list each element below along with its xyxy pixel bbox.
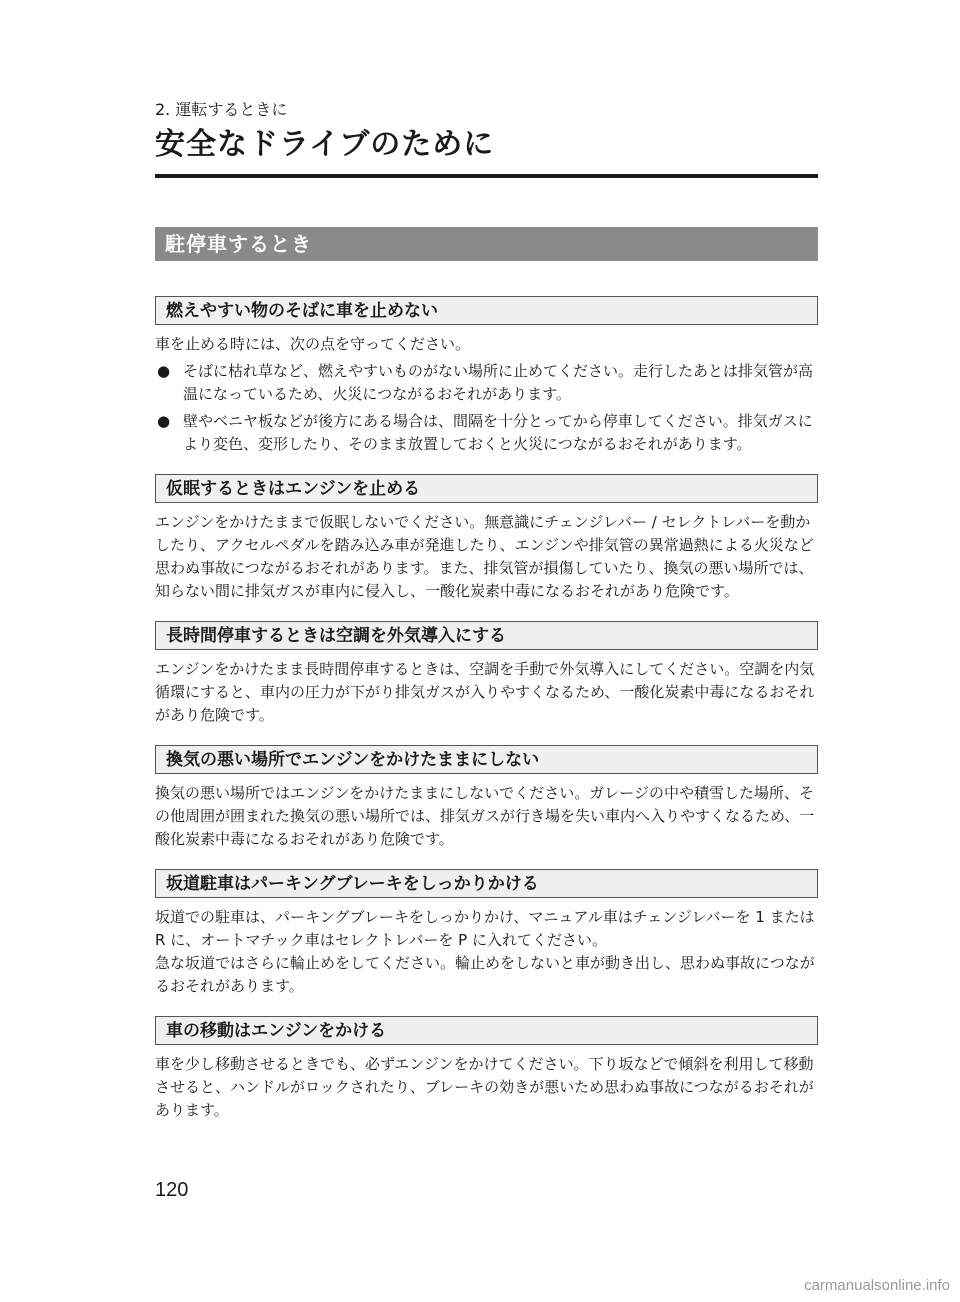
bullet-text: そばに枯れ草など、燃えやすいものがない場所に止めてください。走行したあとは排気管が高温になっているため、火災につながるおそれがあります。 [183,362,814,403]
subsection-text: エンジンをかけたまま長時間停車するときは、空調を手動で外気導入にしてください。空調を内気循環にすると、車内の圧力が下がり排気ガスが入りやすくなるため、一酸化炭素中毒になるおそれがあり危険です。 [155,660,815,724]
subsection-text: 坂道での駐車は、パーキングブレーキをしっかりかけ、マニュアル車はチェンジレバーを 1 または R に、オートマチック車はセレクトレバーを P に入れてください。 [155,908,815,949]
bullet-item [155,360,818,406]
bullet-item [155,410,818,456]
subsection-heading-poor-ventilation: 換気の悪い場所でエンジンをかけたままにしない [155,745,818,774]
bullet-text: 壁やベニヤ板などが後方にある場合は、間隔を十分とってから停車してください。排気ガスにより変色、変形したり、そのまま放置しておくと火災につながるおそれがあります。 [183,412,813,453]
watermark-text: carmanualsonline.info [804,1277,950,1294]
subsection-heading-moving-car: 車の移動はエンジンをかける [155,1016,818,1045]
chapter-label: 2. 運転するときに [155,100,288,119]
manual-page [155,100,818,1122]
subsection-heading-slope-parking: 坂道駐車はパーキングブレーキをしっかりかける [155,869,818,898]
subsection-text: エンジンをかけたままで仮眠しないでください。無意識にチェンジレバー / セレクトレバーを動かしたり、アクセルペダルを踏み込み車が発進したり、エンジンや排気管の異常過熱による火災など思わぬ事故につながるおそれがあります。また、排気管が損傷していたり、換気の悪い場所では、知らない間に排気ガスが車内に侵入し、一酸化炭素中毒になるおそれがあり危険です。 [155,513,814,600]
bullet-dot-icon: ● [157,362,171,380]
subsection-text-secondary: 急な坂道ではさらに輪止めをしてください。輪止めをしないと車が動き出し、思わぬ事故につながるおそれがあります。 [155,954,815,995]
subsection-intro: 車を止める時には、次の点を守ってください。 [155,335,471,353]
bullet-dot-icon: ● [157,412,171,430]
section-title-bar: 駐停車するとき [155,227,818,261]
subsection-text: 車を少し移動させるときでも、必ずエンジンをかけてください。下り坂などで傾斜を利用して移動させると、ハンドルがロックされたり、ブレーキの効きが悪いため思わぬ事故につながるおそれがあります。 [155,1055,814,1119]
page-number: 120 [155,1179,189,1201]
page-title: 安全なドライブのために [155,127,495,162]
title-divider [155,174,818,178]
subsection-text: 換気の悪い場所ではエンジンをかけたままにしないでください。ガレージの中や積雪した場所、その他周囲が囲まれた換気の悪い場所では、排気ガスが行き場を失い車内へ入りやすくなるため、一酸化炭素中毒になるおそれがあり危険です。 [155,784,815,848]
subsection-heading-napping: 仮眠するときはエンジンを止める [155,474,818,503]
subsection-heading-flammables: 燃えやすい物のそばに車を止めない [155,296,818,325]
subsection-heading-ventilation: 長時間停車するときは空調を外気導入にする [155,621,818,650]
